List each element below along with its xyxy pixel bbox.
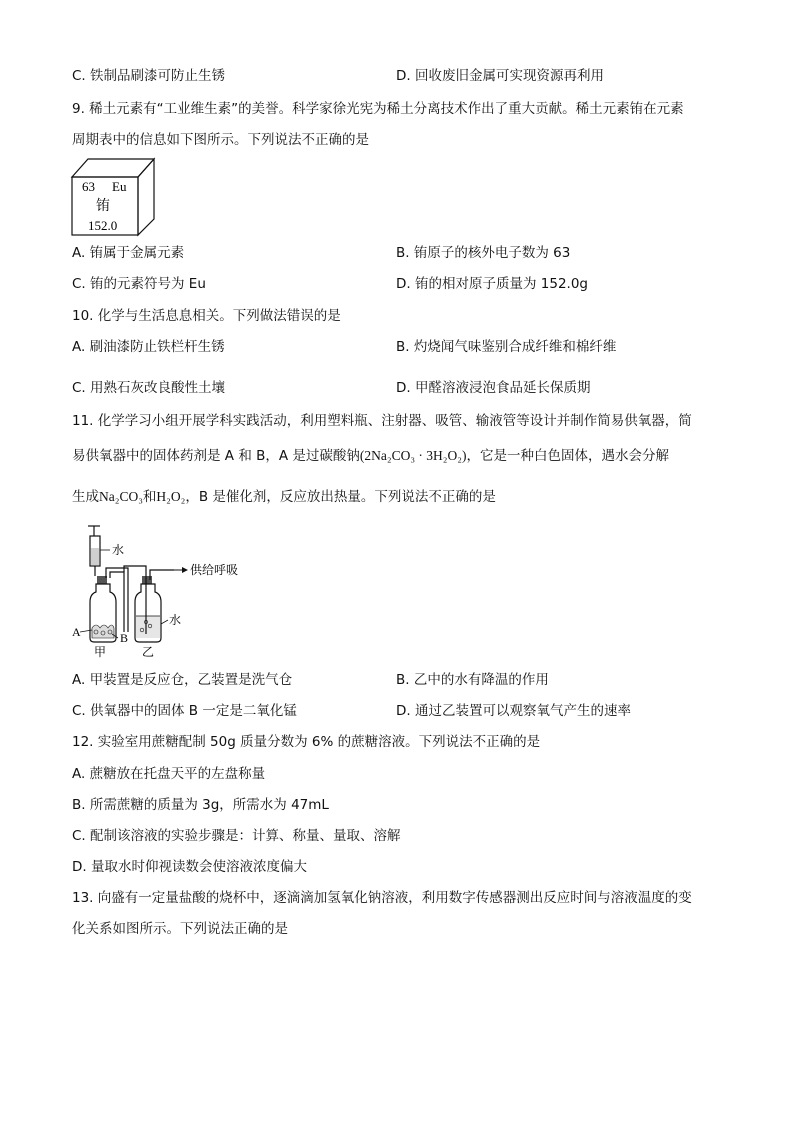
q11-stem-line3-mid: 和 [142,489,157,505]
q11-option-c: C. 供氧器中的固体 B 一定是二氧化锰 [72,703,297,719]
formula-sodium-carbonate: Na₂CO₃ [99,489,143,504]
q10-option-c: C. 用熟石灰改良酸性土壤 [72,380,226,396]
q10-stem: 10. 化学与生活息息相关。下列做法错误的是 [72,308,341,324]
q13-stem-line1: 13. 向盛有一定量盐酸的烧杯中，逐滴滴加氢氧化钠溶液，利用数字传感器测出反应时间与溶液温度的变 [72,890,692,906]
q11-stem-line2-pre: 易供氧器中的固体药剂是 A 和 B，A 是过碳酸钠 [72,448,360,464]
element-symbol: Eu [112,179,127,194]
label-b: B [120,631,129,645]
formula-sodium-percarbonate: (2Na₂CO₃ · 3H₂O₂) [359,448,467,463]
oxygen-generator-diagram [66,520,266,660]
label-yi: 乙 [142,645,155,659]
q11-option-a: A. 甲装置是反应仓，乙装置是洗气仓 [72,672,293,688]
element-name: 铕 [96,198,110,214]
q11-stem-line2-post: ，它是一种白色固体，遇水会分解 [466,448,669,464]
label-water-bottle: 水 [169,613,182,627]
label-jia: 甲 [94,645,107,659]
q11-option-b: B. 乙中的水有降温的作用 [396,672,549,688]
q11-stem-line3-post: ，B 是催化剂，反应放出热量。下列说法不正确的是 [185,489,496,505]
q12-option-d: D. 量取水时仰视读数会使溶液浓度偏大 [72,859,307,875]
q12-option-a: A. 蔗糖放在托盘天平的左盘称量 [72,766,266,782]
q11-option-d: D. 通过乙装置可以观察氧气产生的速率 [396,703,631,719]
q9-stem-line2: 周期表中的信息如下图所示。下列说法不正确的是 [72,132,369,148]
label-water-syringe: 水 [112,543,125,557]
q12-stem: 12. 实验室用蔗糖配制 50g 质量分数为 6% 的蔗糖溶液。下列说法不正确的是 [72,734,541,750]
q9-option-c: C. 铕的元素符号为 Eu [72,276,206,292]
q8-option-d: D. 回收废旧金属可实现资源再利用 [396,68,604,84]
q12-option-b: B. 所需蔗糖的质量为 3g，所需水为 47mL [72,797,329,813]
label-a: A [72,625,81,639]
label-supply-breath: 供给呼吸 [190,563,239,577]
q12-option-c: C. 配制该溶液的实验步骤是：计算、称量、量取、溶解 [72,828,401,844]
q10-option-a: A. 刷油漆防止铁栏杆生锈 [72,339,225,355]
formula-hydrogen-peroxide: H₂O₂ [156,489,186,504]
q8-option-c: C. 铁制品刷漆可防止生锈 [72,68,226,84]
q11-stem-line1: 11. 化学学习小组开展学科实践活动，利用塑料瓶、注射器、吸管、输液管等设计并制作简易供氧器，简 [72,413,692,429]
element-number: 63 [82,179,95,194]
q10-option-b: B. 灼烧闻气味鉴别合成纤维和棉纤维 [396,339,617,355]
q9-option-d: D. 铕的相对原子质量为 152.0g [396,276,588,292]
element-mass: 152.0 [88,218,118,233]
q9-stem-line1: 9. 稀土元素有“工业维生素”的美誉。科学家徐光宪为稀土分离技术作出了重大贡献。稀土元素铕在元素 [72,101,684,117]
q10-option-d: D. 甲醛溶液浸泡食品延长保质期 [396,380,591,396]
q9-option-b: B. 铕原子的核外电子数为 63 [396,245,571,261]
q13-stem-line2: 化关系如图所示。下列说法正确的是 [72,921,288,937]
element-cell-figure [68,155,160,239]
q9-option-a: A. 铕属于金属元素 [72,245,185,261]
q11-stem-line3 [72,488,496,506]
q11-stem-line3-pre: 生成 [72,489,99,505]
q11-stem-line2 [72,447,669,465]
